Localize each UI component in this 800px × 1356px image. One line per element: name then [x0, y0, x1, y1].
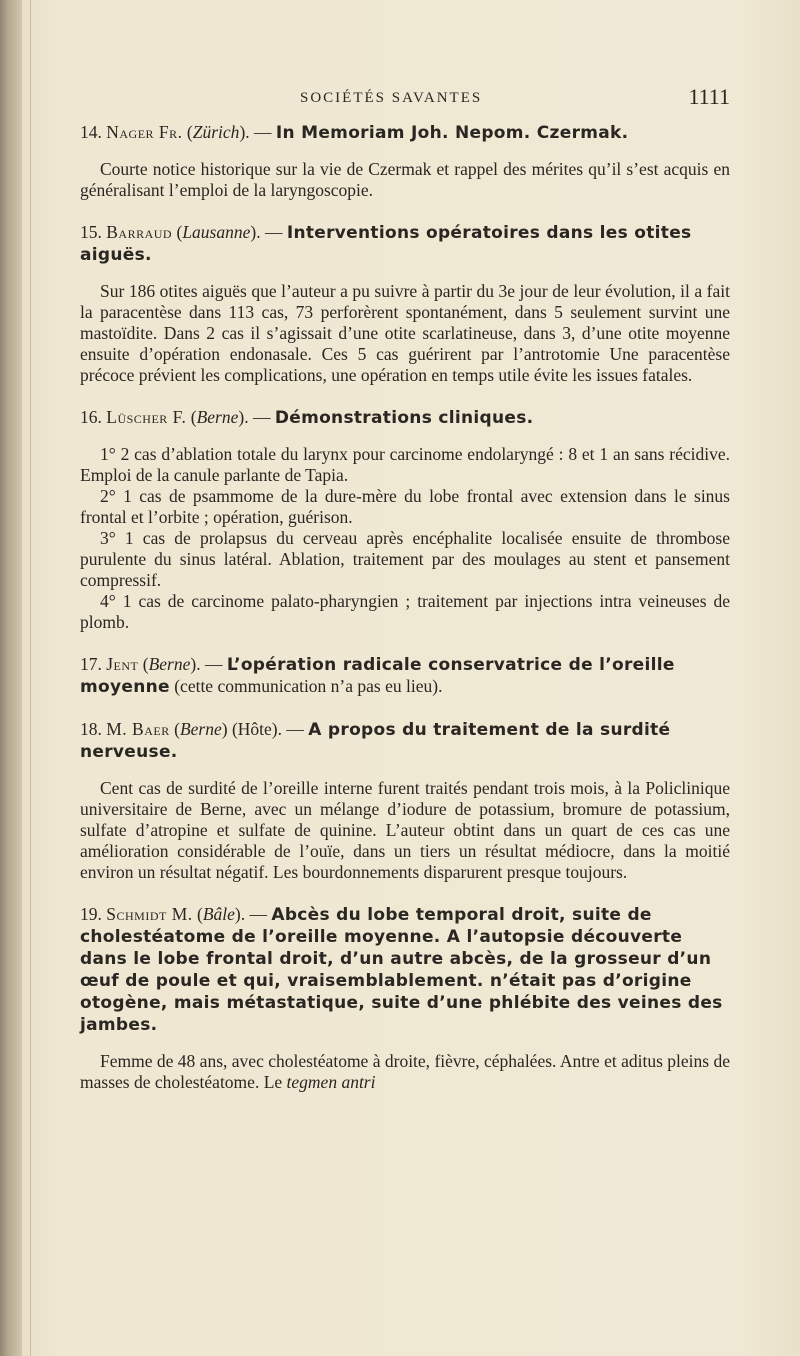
entry-title: A propos du traitement de la surdité nerveuse.: [80, 720, 671, 762]
entry-paragraph-italic: tegmen antri: [286, 1072, 376, 1092]
entry-place: Lausanne: [182, 222, 251, 242]
entry-title: L’opération radicale conservatrice de l’oreille moyenne: [80, 655, 675, 697]
entry-author: Schmidt M.: [106, 904, 193, 924]
entry-separator: —: [264, 222, 283, 242]
entry-heading: 16. Lüscher F. (Berne). — Démonstrations cliniques.: [80, 407, 534, 428]
entry-18: [80, 719, 730, 883]
entry-paragraph: [80, 1051, 730, 1093]
case-item: 4° 1 cas de carcinome palato-pharyngien ; traitement par injections intra veineuses de plomb.: [80, 591, 730, 632]
entry-paragraph-text: Femme de 48 ans, avec cholestéatome à droite, fièvre, céphalées. Antre et aditus pleins de masses de cholestéatome. Le: [80, 1051, 730, 1092]
entry-heading: 14. Nager Fr. (Zürich). — In Memoriam Joh. Nepom. Czermak.: [80, 122, 629, 143]
entry-host-note: (Hôte).: [231, 719, 282, 739]
entry-number: 18.: [80, 719, 102, 739]
entry-separator: —: [286, 719, 304, 739]
entry-author: M. Baer: [106, 719, 170, 739]
entry-heading: 17. Jent (Berne). — L’opération radicale conservatrice de l’oreille moyenne (cette communication n’a pas eu lieu).: [80, 654, 675, 697]
entry-heading: 18. M. Baer (Berne) (Hôte). — A propos du traitement de la surdité nerveuse.: [80, 719, 671, 762]
entry-number: 17.: [80, 654, 102, 674]
entry-paragraph: Sur 186 otites aiguës que l’auteur a pu suivre à partir du 3e jour de leur évolution, il a fait la paracentèse dans 113 cas, 73 perforèrent spontanément, dans 5 seulement survint une mastoïdite. Dans 2 cas il s’agissait d’une otite scarlatineuse, dans 3, d’une otite moyenne ensuite d’opération endonasale. Ces 5 cas guérirent par l’antrotomie Une paracentèse précoce prévient les complications, une opération en temps utile évite les issues fatales.: [80, 281, 730, 385]
entry-place: Berne: [196, 407, 239, 427]
entry-place: Bâle: [202, 904, 235, 924]
entry-separator: —: [252, 407, 271, 427]
entry-author: Barraud: [106, 222, 173, 242]
entry-place: Berne: [179, 719, 222, 739]
entry-place: Zürich: [192, 122, 240, 142]
entry-heading: 19. Schmidt M. (Bâle). — Abcès du lobe temporal droit, suite de cholestéatome de l’oreille moyenne. A l’autopsie découverte dans le lobe frontal droit, d’un autre abcès, de la grosseur d’un œuf de poule et qui, vraisemblablement. n’était pas d’origine otogène, mais métastatique, suite d’une phlébite des veines des jambes.: [80, 904, 723, 1035]
entry-paragraph: Courte notice historique sur la vie de Czermak et rappel des mérites qu’il s’est acquis en généralisant l’emploi de la laryngoscopie.: [80, 159, 730, 200]
entry-19: [80, 904, 730, 1093]
entry-title: Interventions opératoires dans les otites aiguës.: [80, 223, 692, 265]
page-number: 1111: [688, 84, 730, 109]
entry-16: [80, 407, 730, 633]
case-item: 1° 2 cas d’ablation totale du larynx pour carcinome endolaryngé : 8 et 1 an sans récidive. Emploi de la canule parlante de Tapia.: [80, 444, 730, 485]
entry-place: Berne: [148, 654, 191, 674]
page-body: [80, 122, 730, 1114]
entry-separator: —: [249, 904, 267, 924]
entry-14: [80, 122, 730, 201]
entry-15: [80, 222, 730, 386]
page-header: [80, 84, 730, 114]
entry-separator: —: [204, 654, 223, 674]
entry-title: Abcès du lobe temporal droit, suite de cholestéatome de l’oreille moyenne. A l’autopsie découverte dans le lobe frontal droit, d’un autre abcès, de la grosseur d’un œuf de poule et qui, vraisemblablement. n’était pas d’origine otogène, mais métastatique, suite d’une phlébite des veines des jambes.: [80, 905, 723, 1035]
entry-author: Jent: [106, 654, 139, 674]
running-title: SOCIÉTÉS SAVANTES: [300, 90, 483, 106]
entry-number: 19.: [80, 904, 102, 924]
entry-paragraph: Cent cas de surdité de l’oreille interne furent traités pendant trois mois, à la Policlinique universitaire de Berne, avec un mélange d’iodure de potassium, bromure de potassium, sulfate d’atropine et sulfate de quinine. L’auteur obtint dans un quart de ces cas une amélioration considérable de l’ouïe, dans un tiers un résultat médiocre, dans la moitié environ un résultat négatif. Les bourdonnements disparurent presque toujours.: [80, 778, 730, 882]
book-binding-edge: [0, 0, 22, 1356]
entry-separator: —: [254, 122, 272, 142]
entry-number: 14.: [80, 122, 102, 142]
case-item: 3° 1 cas de prolapsus du cerveau après encéphalite localisée ensuite de thrombose purulente du sinus latéral. Ablation, traitement par des moulages au stent et pansement compressif.: [80, 528, 730, 590]
entry-author: Lüscher F.: [106, 407, 187, 427]
entry-number: 15.: [80, 222, 102, 242]
entry-author: Nager Fr.: [106, 122, 183, 142]
entry-title: Démonstrations cliniques.: [274, 408, 534, 428]
entry-note: (cette communication n’a pas eu lieu).: [174, 676, 443, 696]
entry-title: In Memoriam Joh. Nepom. Czermak.: [275, 123, 629, 143]
entry-heading: 15. Barraud (Lausanne). — Interventions opératoires dans les otites aiguës.: [80, 222, 692, 265]
entry-17: [80, 654, 730, 698]
entry-number: 16.: [80, 407, 102, 427]
page-fold-line: [30, 0, 31, 1356]
case-item: 2° 1 cas de psammome de la dure-mère du lobe frontal avec extension dans le sinus frontal et l’orbite ; opération, guérison.: [80, 486, 730, 527]
